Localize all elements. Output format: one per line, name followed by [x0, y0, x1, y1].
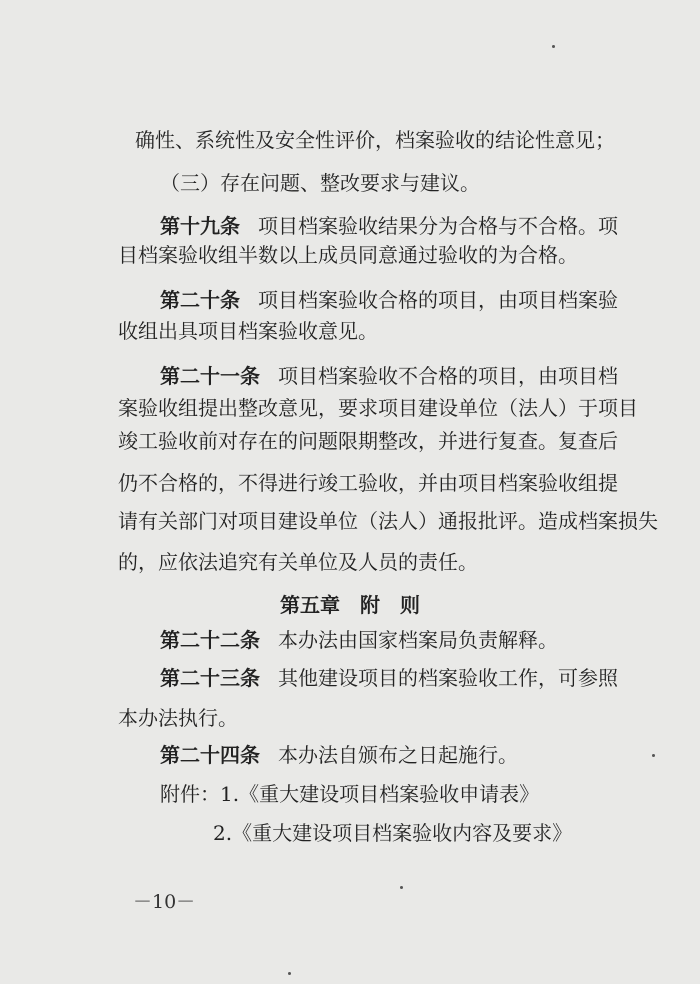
article-text: 本办法自颁布之日起施行。	[278, 743, 518, 767]
article-text: 本办法由国家档案局负责解释。	[278, 628, 558, 652]
article-title: 第十九条	[160, 214, 240, 238]
article-23	[160, 665, 618, 691]
article-title: 第二十条	[160, 288, 240, 312]
article-text: 其他建设项目的档案验收工作，可参照	[278, 666, 618, 690]
attachment-item: 1.《重大建设项目档案验收申请表》	[220, 782, 540, 806]
scan-speck	[652, 754, 655, 757]
article-text: 项目档案验收结果分为合格与不合格。项	[258, 214, 618, 238]
scan-speck	[288, 972, 291, 975]
scan-speck	[552, 45, 555, 48]
article-21	[160, 363, 618, 389]
body-line: 竣工验收前对存在的问题限期整改，并进行复查。复查后	[118, 429, 618, 453]
article-text: 项目档案验收不合格的项目，由项目档	[278, 364, 618, 388]
body-line: 确性、系统性及安全性评价，档案验收的结论性意见；	[135, 128, 615, 152]
body-line: 收组出具项目档案验收意见。	[118, 319, 378, 343]
article-text: 项目档案验收合格的项目，由项目档案验	[258, 288, 618, 312]
body-line: 案验收组提出整改意见，要求项目建设单位（法人）于项目	[118, 396, 638, 420]
attachments	[160, 781, 539, 807]
attachment-item: 2.《重大建设项目档案验收内容及要求》	[213, 821, 573, 845]
article-20	[160, 287, 618, 313]
body-line: 本办法执行。	[118, 706, 238, 730]
article-title: 第二十三条	[160, 666, 260, 690]
scan-speck	[400, 886, 403, 889]
body-line: （三）存在问题、整改要求与建议。	[160, 171, 480, 195]
article-title: 第二十二条	[160, 628, 260, 652]
article-19	[160, 213, 618, 239]
page-number: －10－	[133, 891, 196, 913]
attachments-label: 附件：	[160, 782, 220, 806]
body-line: 仍不合格的，不得进行竣工验收，并由项目档案验收组提	[118, 471, 618, 495]
article-22	[160, 627, 558, 653]
article-title: 第二十四条	[160, 743, 260, 767]
body-line: 目档案验收组半数以上成员同意通过验收的为合格。	[118, 243, 578, 267]
article-24	[160, 742, 518, 768]
chapter-heading: 第五章 附 则	[280, 593, 420, 617]
article-title: 第二十一条	[160, 364, 260, 388]
body-line: 请有关部门对项目建设单位（法人）通报批评。造成档案损失	[118, 509, 658, 533]
body-line: 的，应依法追究有关单位及人员的责任。	[118, 550, 478, 574]
